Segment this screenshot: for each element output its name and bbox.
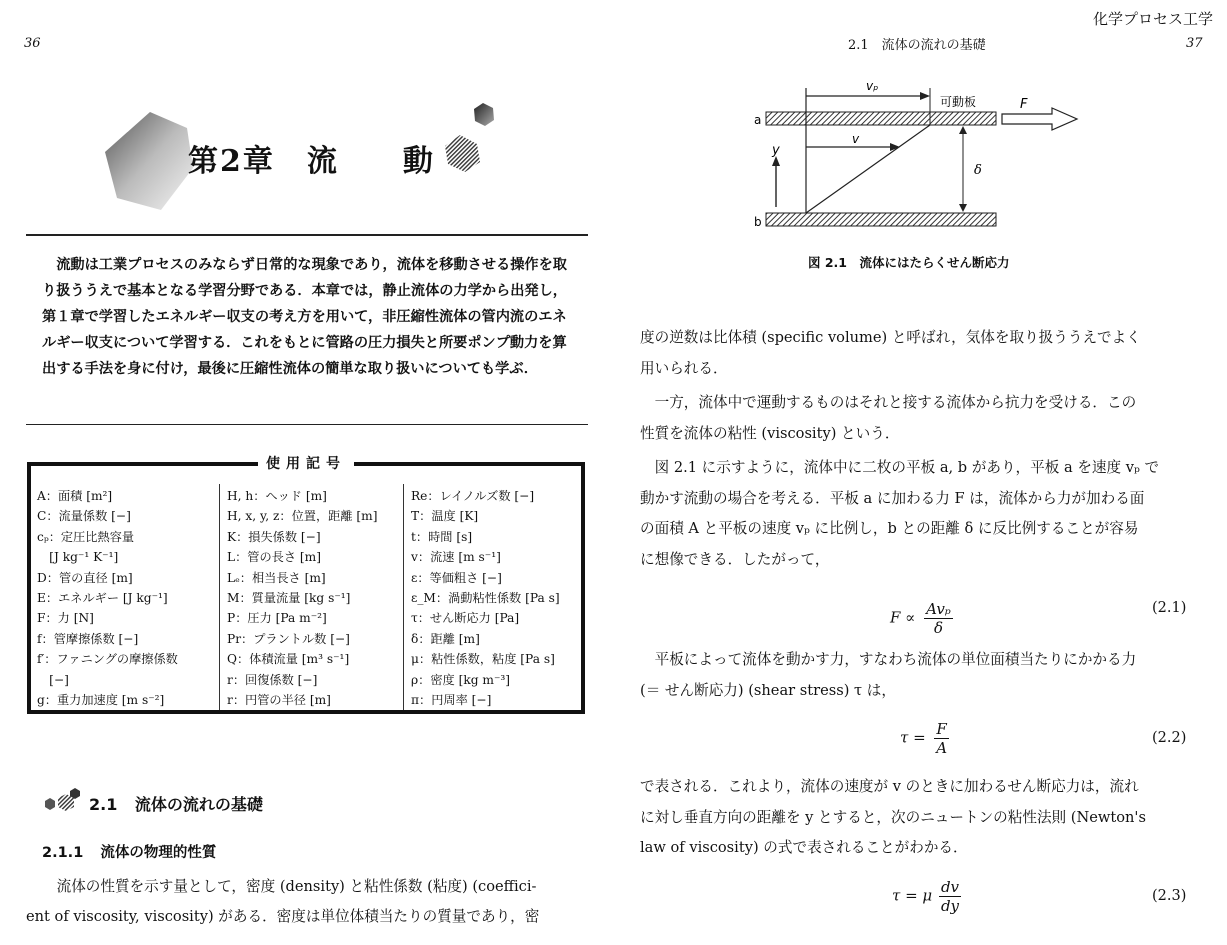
label-movable-plate: 可動板 xyxy=(940,95,977,109)
symbol-entry: ε_M：渦動粘性係数 [Pa s] xyxy=(411,590,560,605)
eq-denominator: A xyxy=(936,739,948,757)
symbols-column-2 xyxy=(227,486,378,710)
body-line: で表される．これより，流体の速度が v のときに加わるせん断応力は，流れ xyxy=(640,778,1139,795)
figure-caption: 図 2.1 流体にはたらくせん断応力 xyxy=(808,255,1010,270)
symbol-entry: L：管の長さ [m] xyxy=(227,550,321,565)
equation-2-1 xyxy=(890,600,953,637)
body-line: に対し垂直方向の距離を y とすると，次のニュートンの粘性法則 (Newton's xyxy=(640,808,1146,826)
symbols-title: 使用記号 xyxy=(31,453,581,473)
symbol-entry: f′：ファニングの摩擦係数 xyxy=(37,652,178,667)
chapter-title: 第2章 流 動 xyxy=(188,144,435,179)
body-line: 動かす流動の場合を考える．平板 a に加わる力 F は，流体から力が加わる面 xyxy=(640,489,1145,507)
symbol-entry: f：管摩擦係数 [−] xyxy=(37,631,139,646)
plate-b xyxy=(766,213,996,226)
symbol-entry: P：圧力 [Pa m⁻²] xyxy=(227,611,327,626)
symbol-entry: K：損失係数 [−] xyxy=(227,529,321,544)
symbol-entry: r：回復係数 [−] xyxy=(227,672,318,687)
delta-arrow xyxy=(959,204,967,212)
chapter-intro: 流動は工業プロセスのみならず日常的な現象であり，流体を移動させる操作を取り扱ううえで基本となる学習分野である．本章では，静止流体の力学から出発し，第１章で学習したエネルギー収支の考え方を用いて，非圧縮性流体の管内流のエネルギー収支について学習する．これをもとに管路の圧力損失と所要ポンプ動力を算出する手法を身に付け，最後に圧縮性流体の簡単な取り扱いについても学ぶ． xyxy=(42,257,567,377)
body-line: 度の逆数は比体積 (specific volume) と呼ばれ，気体を取り扱ううえでよく xyxy=(640,329,1141,346)
left-body-text xyxy=(26,872,590,932)
body-line: 性質を流体の粘性 (viscosity) という． xyxy=(640,424,900,442)
symbol-entry: A：面積 [m²] xyxy=(37,489,113,503)
symbols-divider-2 xyxy=(403,484,404,710)
symbol-entry: H, x, y, z：位置，距離 [m] xyxy=(227,509,378,524)
label-delta: δ xyxy=(974,163,982,178)
section-hexagon-icon xyxy=(42,786,84,816)
eq-numerator: Avₚ xyxy=(926,600,951,618)
symbols-divider-1 xyxy=(219,484,220,710)
symbols-box xyxy=(27,456,585,714)
symbol-entry: M：質量流量 [kg s⁻¹] xyxy=(227,590,351,605)
body-line: の面積 A と平板の速度 vₚ に比例し，b との距離 δ に反比例することが容易 xyxy=(640,520,1139,537)
symbol-entry: τ：せん断応力 [Pa] xyxy=(411,611,520,626)
symbols-column-1 xyxy=(37,486,178,710)
symbol-entry: Lₑ：相当長さ [m] xyxy=(227,570,326,585)
symbol-entry: T：温度 [K] xyxy=(411,509,479,524)
symbol-entry: r：円管の半径 [m] xyxy=(227,692,331,707)
eq-lhs: F ∝ xyxy=(890,608,916,627)
force-arrow xyxy=(1002,108,1077,130)
small-hexagon-hatched xyxy=(445,135,480,172)
corner-label: 化学プロセス工学 xyxy=(1092,10,1213,28)
symbol-entry: δ：距離 [m] xyxy=(411,631,480,646)
body-line: ent of viscosity, viscosity) がある．密度は単位体積当たりの質量であり，密 xyxy=(26,908,540,925)
symbol-entry: t：時間 [s] xyxy=(411,529,473,544)
symbol-entry: C：流量係数 [−] xyxy=(37,509,131,524)
equation-2-2 xyxy=(900,720,949,757)
eq-lhs: τ = xyxy=(900,728,926,747)
eq-denominator: δ xyxy=(933,619,943,637)
label-a: a xyxy=(754,113,762,127)
body-line: 用いられる． xyxy=(640,359,728,377)
subsection-heading xyxy=(42,841,216,862)
eq-numerator: dv xyxy=(940,878,960,896)
symbol-entry: Re：レイノルズ数 [−] xyxy=(411,489,535,503)
label-v: v xyxy=(852,132,860,146)
symbol-entry: E：エネルギー [J kg⁻¹] xyxy=(37,590,168,605)
right-paragraph-1 xyxy=(640,323,1205,384)
section-number: 2.1 xyxy=(89,795,118,814)
subsection-number: 2.1.1 xyxy=(42,845,84,861)
subsection-title: 流体の物理的性質 xyxy=(100,845,217,861)
body-line: 流体の性質を示す量として，密度 (density) と粘性係数 (粘度) (coeffici- xyxy=(56,878,537,895)
symbol-entry: [−] xyxy=(37,672,69,687)
running-head: 2.1 流体の流れの基礎 xyxy=(848,38,986,53)
vp-arrow xyxy=(920,92,930,100)
right-paragraph-5 xyxy=(640,772,1205,864)
symbol-entry: [J kg⁻¹ K⁻¹] xyxy=(37,550,119,565)
symbol-entry: v：流速 [m s⁻¹] xyxy=(411,550,501,565)
figure-shear-stress-diagram xyxy=(740,70,1100,240)
intro-top-rule xyxy=(26,234,588,236)
label-F: F xyxy=(1020,97,1028,112)
eq-denominator: dy xyxy=(940,897,960,915)
symbol-entry: ε：等価粗さ [−] xyxy=(411,570,502,585)
intro-bottom-rule xyxy=(26,424,588,425)
body-line: law of viscosity) の式で表されることがわかる． xyxy=(640,839,968,856)
tiny-hexagon xyxy=(474,103,494,126)
symbol-entry: D：管の直径 [m] xyxy=(37,570,133,585)
eq-numerator: F xyxy=(936,720,947,738)
symbol-entry: π：円周率 [−] xyxy=(411,692,492,707)
symbol-entry: H, h：ヘッド [m] xyxy=(227,489,327,503)
right-page-number: 37 xyxy=(1186,36,1203,51)
symbol-entry: g：重力加速度 [m s⁻²] xyxy=(37,692,165,707)
velocity-profile-line xyxy=(806,125,930,213)
body-line: (＝ せん断応力) (shear stress) τ は， xyxy=(640,681,896,699)
label-y: y xyxy=(772,143,780,158)
label-b: b xyxy=(754,215,762,229)
body-line: に想像できる．したがって， xyxy=(640,550,830,568)
symbol-entry: Q：体積流量 [m³ s⁻¹] xyxy=(227,652,350,667)
right-paragraph-4 xyxy=(640,645,1205,706)
equation-number-2-2: (2.2) xyxy=(1152,730,1187,746)
symbol-entry: μ：粘性係数，粘度 [Pa s] xyxy=(411,652,555,667)
left-page-number: 36 xyxy=(24,36,41,51)
equation-number-2-3: (2.3) xyxy=(1152,888,1187,904)
equation-2-3 xyxy=(892,878,961,915)
section-title: 流体の流れの基礎 xyxy=(134,795,263,814)
body-line: 図 2.1 に示すように，流体中に二枚の平板 a, b があり，平板 a を速度 vₚ で xyxy=(654,459,1160,476)
large-hexagon xyxy=(105,112,193,210)
symbol-entry: Pr：プラントル数 [−] xyxy=(227,631,350,646)
equation-number-2-1: (2.1) xyxy=(1152,600,1187,616)
section-heading xyxy=(89,792,263,815)
label-vp: vₚ xyxy=(866,79,879,93)
plate-a xyxy=(766,112,996,125)
body-line: 一方，流体中で運動するものはそれと接する流体から抗力を受ける．この xyxy=(654,394,1137,411)
symbol-entry: ρ：密度 [kg m⁻³] xyxy=(411,672,511,687)
body-line: 平板によって流体を動かす力，すなわち流体の単位面積当たりにかかる力 xyxy=(654,651,1137,668)
symbols-column-3 xyxy=(411,486,560,710)
right-paragraph-3 xyxy=(640,453,1205,575)
right-paragraph-2 xyxy=(640,388,1205,449)
symbol-entry: cₚ：定圧比熱容量 xyxy=(37,529,135,544)
symbol-entry: F：力 [N] xyxy=(37,611,94,626)
eq-lhs: τ = μ xyxy=(892,886,933,905)
